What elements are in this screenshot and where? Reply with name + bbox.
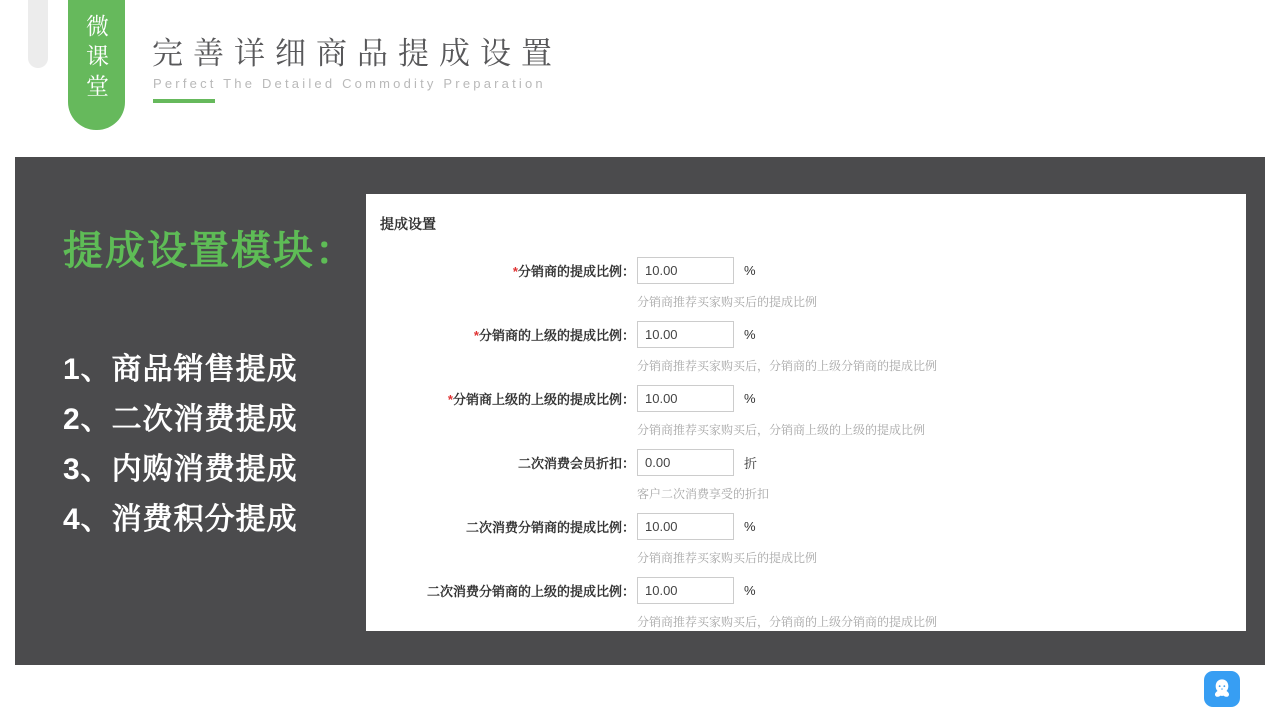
field-label-text: 分销商的提成比例： (517, 263, 635, 279)
form-row (366, 320, 1246, 372)
form-row (366, 448, 1246, 500)
field-label (366, 517, 635, 536)
field-help-text: 分销商推荐买家购买后，分销商上级的上级的提成比例 (637, 423, 926, 437)
unit-suffix: % (744, 262, 756, 278)
form-title: 提成设置 (380, 216, 436, 232)
form-row-main (366, 512, 1246, 540)
list-item: 3、内购消费提成 (63, 453, 298, 486)
repeat-parent-commission-ratio-input[interactable] (637, 577, 734, 604)
page-subtitle: Perfect The Detailed Commodity Preparation (153, 76, 546, 91)
field-help-text: 分销商推荐买家购买后，分销商的上级分销商的提成比例 (637, 359, 938, 373)
field-help-text: 分销商推荐买家购买后的提成比例 (637, 295, 818, 309)
content-panel (15, 157, 1265, 665)
form-row (366, 256, 1246, 308)
form-row-main (366, 320, 1246, 348)
brand-badge-label: 微课堂 (83, 14, 109, 104)
unit-suffix: 折 (744, 455, 758, 471)
list-item: 2、二次消费提成 (63, 403, 298, 436)
member-discount-input[interactable] (637, 449, 734, 476)
brand-badge (68, 0, 125, 130)
field-label (366, 389, 635, 408)
field-label-text: 二次消费分销商的上级的提成比例： (426, 583, 635, 599)
required-asterisk: * (447, 391, 453, 407)
field-label (366, 581, 635, 600)
qq-penguin-icon (1207, 674, 1237, 704)
unit-suffix: % (744, 326, 756, 342)
page-title: 完善详细商品提成设置 (152, 36, 562, 71)
qq-chat-button[interactable] (1204, 671, 1240, 707)
commission-ratio-input[interactable] (637, 257, 734, 284)
parent-commission-ratio-input[interactable] (637, 321, 734, 348)
module-heading: 提成设置模块： (63, 229, 357, 273)
form-row-main (366, 576, 1246, 604)
title-underline (153, 99, 215, 103)
required-asterisk: * (473, 327, 479, 343)
form-row (366, 384, 1246, 436)
field-label-text: 分销商上级的上级的提成比例： (452, 391, 635, 407)
form-row-main (366, 256, 1246, 284)
unit-suffix: % (744, 582, 756, 598)
repeat-commission-ratio-input[interactable] (637, 513, 734, 540)
form-row (366, 576, 1246, 628)
form-row (366, 512, 1246, 564)
field-label-text: 分销商的上级的提成比例： (478, 327, 635, 343)
required-asterisk: * (512, 263, 518, 279)
unit-suffix: % (744, 390, 756, 406)
field-label (366, 325, 635, 344)
commission-settings-panel (366, 194, 1246, 631)
field-help-text: 分销商推荐买家购买后，分销商的上级分销商的提成比例 (637, 615, 938, 629)
list-item: 4、消费积分提成 (63, 503, 298, 536)
field-label (366, 261, 635, 280)
field-help-text: 客户二次消费享受的折扣 (637, 487, 770, 501)
field-label-text: 二次消费会员折扣： (517, 455, 635, 471)
module-list (63, 345, 298, 545)
unit-suffix: % (744, 518, 756, 534)
form-row-main (366, 384, 1246, 412)
field-help-text: 分销商推荐买家购买后的提成比例 (637, 551, 818, 565)
decorative-tab (28, 0, 48, 68)
field-label-text: 二次消费分销商的提成比例： (465, 519, 635, 535)
field-label (366, 453, 635, 472)
grandparent-commission-ratio-input[interactable] (637, 385, 734, 412)
form-row-main (366, 448, 1246, 476)
form-rows (366, 256, 1246, 628)
list-item: 1、商品销售提成 (63, 353, 298, 386)
